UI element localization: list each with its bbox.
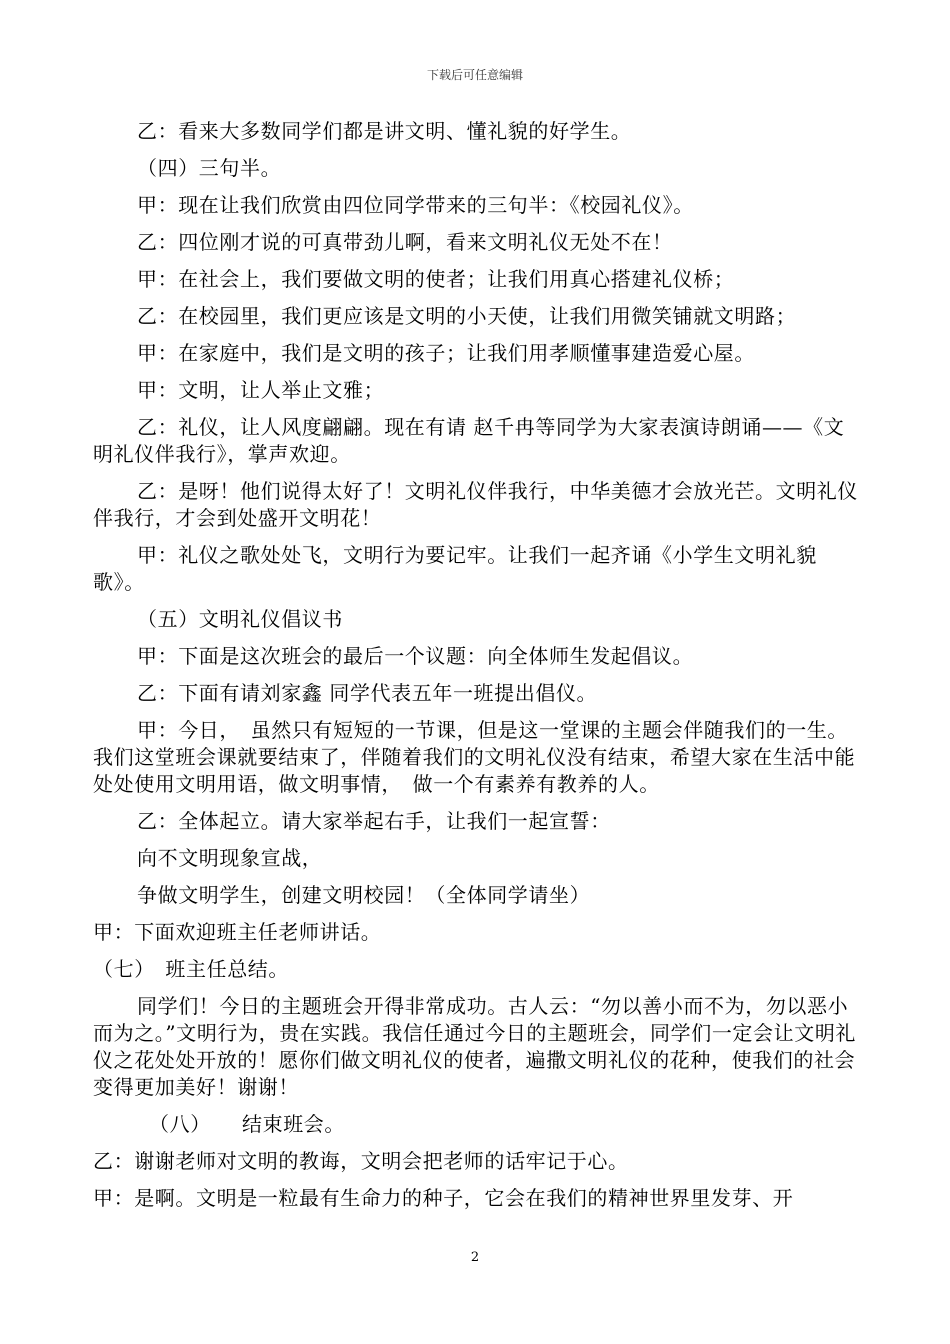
paragraph: 乙：下面有请刘家鑫 同学代表五年一班提出倡仪。 bbox=[137, 681, 598, 705]
paragraph: 乙：全体起立。请大家举起右手，让我们一起宣誓： bbox=[137, 809, 611, 833]
paragraph: 甲：礼仪之歌处处飞，文明行为要记牢。让我们一起齐诵《小学生文明礼貌歌》。 bbox=[93, 543, 817, 594]
paragraph: 甲：下面欢迎班主任老师讲话。 bbox=[93, 920, 382, 944]
document-body bbox=[93, 118, 863, 1222]
section-heading: （七） 班主任总结。 bbox=[93, 957, 289, 981]
paragraph: 甲：在家庭中，我们是文明的孩子；让我们用孝顺懂事建造爱心屋。 bbox=[137, 341, 755, 365]
page-header: 下载后可任意编辑 bbox=[426, 68, 523, 82]
paragraph: 乙：看来大多数同学们都是讲文明、懂礼貌的好学生。 bbox=[137, 119, 632, 143]
paragraph: 乙：谢谢老师对文明的教诲，文明会把老师的话牢记于心。 bbox=[93, 1149, 629, 1173]
section-heading: （五）文明礼仪倡议书 bbox=[137, 607, 343, 631]
page-number: 2 bbox=[470, 1250, 480, 1265]
section-heading: （四）三句半。 bbox=[137, 156, 282, 180]
paragraph: 向不文明现象宣战， bbox=[137, 846, 323, 870]
paragraph: 甲：是啊。文明是一粒最有生命力的种子，它会在我们的精神世界里发芽、开 bbox=[93, 1186, 794, 1210]
paragraph: 同学们！今日的主题班会开得非常成功。古人云：“勿以善小而不为，勿以恶小而为之。”文明行为，贵在实践。我信任通过今日的主题班会，同学们一定会让文明礼仪之花处处开放的！愿你们做文明礼仪的使者，遍撒文明礼仪的花种，使我们的社会变得更加美好！谢谢！ bbox=[93, 994, 857, 1099]
paragraph: 乙：礼仪，让人风度翩翩。现在有请 赵千冉等同学为大家表演诗朗诵——《文明礼仪伴我行》，掌声欢迎。 bbox=[93, 415, 845, 466]
paragraph: 甲：下面是这次班会的最后一个议题：向全体师生发起倡议。 bbox=[137, 644, 694, 668]
paragraph: 乙：在校园里，我们更应该是文明的小天使，让我们用微笑铺就文明路； bbox=[137, 304, 797, 328]
paragraph: 争做文明学生，创建文明校园！（全体同学请坐） bbox=[137, 883, 591, 907]
paragraph: 甲：现在让我们欣赏由四位同学带来的三句半：《校园礼仪》。 bbox=[137, 193, 694, 217]
paragraph: 甲：今日， 虽然只有短短的一节课，但是这一堂课的主题会伴随我们的一生。我们这堂班会课就要结束了，伴随着我们的文明礼仪没有结束，希望大家在生活中能处处使用文明用语，做文明事情， 做一个有素养有教养的人。 bbox=[93, 718, 856, 796]
paragraph: 甲：文明，让人举止文雅； bbox=[137, 378, 385, 402]
paragraph: 乙：四位刚才说的可真带劲儿啊，看来文明礼仪无处不在！ bbox=[137, 230, 673, 254]
section-heading: （八） 结束班会。 bbox=[149, 1112, 345, 1136]
paragraph: 甲：在社会上，我们要做文明的使者；让我们用真心搭建礼仪桥； bbox=[137, 267, 735, 291]
paragraph: 乙：是呀！他们说得太好了！文明礼仪伴我行，中华美德才会放光芒。文明礼仪伴我行，才会到处盛开文明花！ bbox=[93, 479, 858, 530]
